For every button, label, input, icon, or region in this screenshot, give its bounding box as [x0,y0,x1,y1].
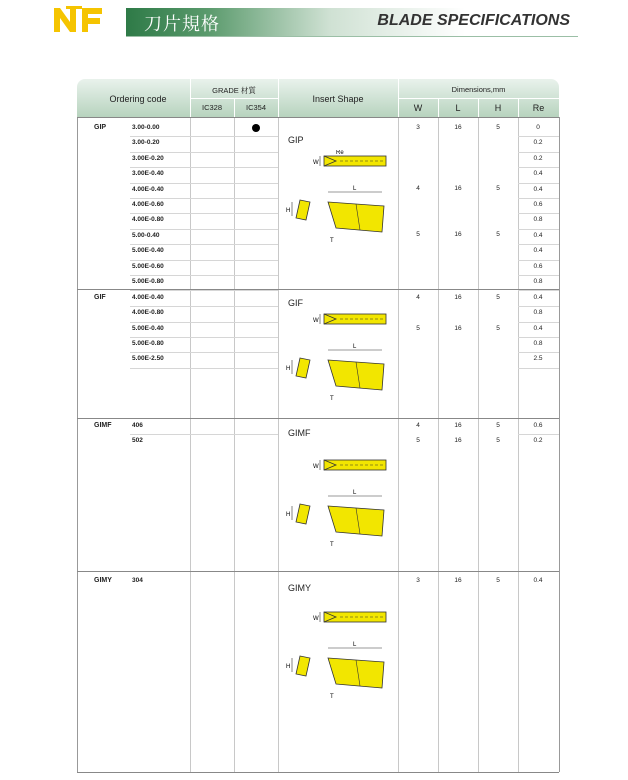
dim-re: 0.8 [533,278,543,285]
label-l: L [353,642,357,648]
col-dimensions: Dimensions,mm [451,85,506,94]
dim-re: 0.6 [533,201,543,208]
dim-re: 0.4 [533,231,543,239]
dim-l: 16 [454,124,462,131]
dim-re: 0.2 [533,139,543,147]
dim-l: 16 [454,185,462,192]
shape-label-gip: GIP [288,135,304,145]
header-divider [126,36,578,37]
col-grade-ic328: IC328 [201,103,222,112]
label-w: W [313,616,319,622]
ordering-code: 5.00E-0.40 [132,247,164,255]
col-ordering-code: Ordering code [109,94,167,104]
dim-w: 3 [416,124,420,131]
label-l: L [353,344,357,350]
label-h: H [286,366,291,372]
dim-re: 0.8 [533,216,543,224]
label-l: L [353,490,357,496]
label-w: W [313,464,319,470]
dim-h: 5 [496,231,500,238]
ordering-code: 5.00E-0.80 [132,339,164,347]
dim-re: 2.5 [533,355,543,363]
ordering-code: 5.00E-0.60 [132,262,164,270]
dim-re: 0.6 [533,422,543,429]
dim-w: 3 [416,577,420,584]
label-l: L [353,186,357,192]
dim-re: 0 [536,124,540,131]
ordering-code: 4.00E-0.40 [132,294,164,301]
ordering-code: 4.00E-0.40 [132,185,164,193]
page-title-en: BLADE SPECIFICATIONS [377,12,570,29]
group-name-gimf: GIMF [94,422,112,429]
label-w: W [313,318,319,324]
label-t: T [330,396,334,402]
label-t: T [330,238,334,244]
label-h: H [286,664,291,670]
dim-w: 5 [416,231,420,238]
grade-availability-dot [252,124,260,132]
dim-h: 5 [496,294,500,301]
ordering-code: 3.00E-0.20 [132,154,164,162]
col-re: Re [532,103,545,113]
dim-re: 0.4 [533,247,543,255]
dim-re: 0.8 [533,309,543,317]
group-name-gif: GIF [94,294,106,301]
insert-drawing-gip [280,150,400,250]
dim-w: 4 [416,422,420,429]
insert-drawing-gimf [280,454,400,554]
dim-re: 0.6 [533,262,543,270]
dim-re: 0.4 [533,170,543,178]
ordering-code: 406 [132,422,143,429]
shape-label-gimf: GIMF [288,428,311,438]
ordering-code: 4.00E-0.80 [132,309,164,317]
dim-re: 0.8 [533,339,543,347]
dim-h: 5 [496,325,500,332]
insert-drawing-gif [280,308,400,408]
col-w: W [413,103,423,113]
dim-h: 5 [496,185,500,192]
col-grade: GRADE 材質 [212,86,256,95]
dim-l: 16 [454,422,462,429]
dim-h: 5 [496,577,500,584]
ordering-code: 5.00E-0.40 [132,324,164,332]
ordering-code: 4.00E-0.60 [132,201,164,208]
ordering-code: 5.00-0.40 [132,231,160,239]
dim-w: 4 [416,294,420,301]
col-l: L [455,103,461,113]
ordering-code: 304 [132,577,143,584]
ordering-code: 3.00-0.00 [132,124,160,131]
brand-logo [52,4,114,34]
dim-l: 16 [454,231,462,238]
group-name-gimy: GIMY [94,577,112,584]
group-name-gip: GIP [94,124,107,131]
label-h: H [286,208,291,214]
ordering-code: 502 [132,437,143,445]
dim-re: 0.4 [533,577,543,584]
label-h: H [286,512,291,518]
dim-re: 0.4 [533,185,543,193]
dim-re: 0.2 [533,437,543,445]
page-title-cn: 刀片規格 [144,14,220,35]
dim-w: 4 [416,185,420,192]
label-t: T [330,542,334,548]
dim-l: 16 [454,437,462,444]
ordering-code: 3.00E-0.40 [132,170,164,178]
dim-h: 5 [496,422,500,429]
dim-re: 0.4 [533,324,543,332]
dim-h: 5 [496,437,500,444]
label-re: Re [336,150,344,156]
ordering-code: 5.00E-0.80 [132,278,164,285]
dim-h: 5 [496,124,500,131]
col-insert-shape: Insert Shape [312,94,364,104]
dim-l: 16 [454,294,462,301]
dim-re: 0.2 [533,154,543,162]
dim-l: 16 [454,577,462,584]
ordering-code: 3.00-0.20 [132,139,160,147]
insert-drawing-gimy [280,606,400,706]
dim-w: 5 [416,325,420,332]
label-t: T [330,694,334,700]
dim-re: 0.4 [533,294,543,301]
dim-l: 16 [454,325,462,332]
col-h: H [494,103,502,113]
ordering-code: 4.00E-0.80 [132,216,164,224]
shape-label-gif: GIF [288,298,303,308]
shape-label-gimy: GIMY [288,583,312,593]
label-w: W [313,160,319,166]
col-grade-ic354: IC354 [245,103,266,112]
ordering-code: 5.00E-2.50 [132,355,164,363]
dim-w: 5 [416,437,420,444]
